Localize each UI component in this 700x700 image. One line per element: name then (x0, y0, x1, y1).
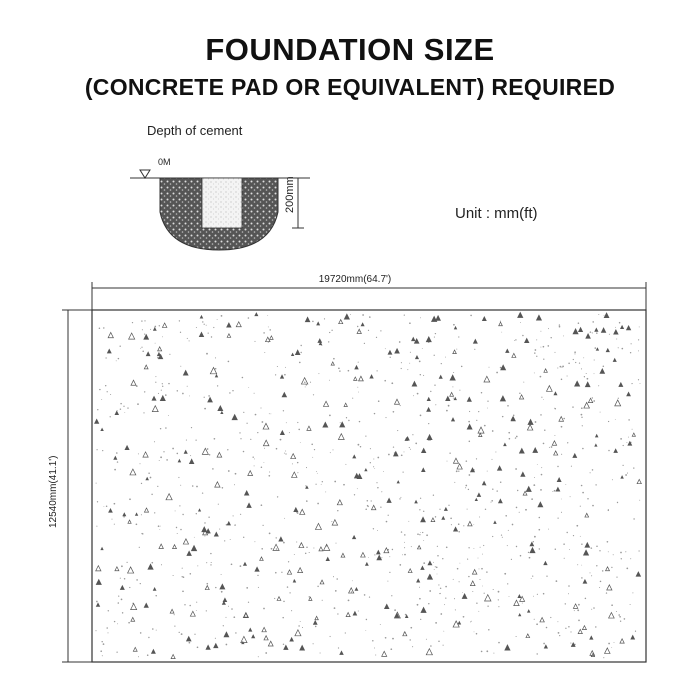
page-subtitle: (CONCRETE PAD OR EQUIVALENT) REQUIRED (84, 74, 616, 100)
height-dimension-label: 12540mm(41.1') (48, 455, 59, 528)
foundation-plan (0, 270, 700, 670)
ground-marker-icon (140, 170, 150, 178)
depth-dimension-label: 200mm (284, 176, 296, 213)
concrete-pad (92, 310, 646, 662)
ground-level-label: 0M (158, 157, 171, 167)
unit-label: Unit : mm(ft) (455, 205, 538, 222)
page-title: FOUNDATION SIZE (205, 32, 495, 67)
concrete-block (202, 178, 242, 228)
width-dimension-label: 19720mm(64.7') (318, 274, 392, 285)
section-title: Depth of cement (147, 123, 243, 138)
